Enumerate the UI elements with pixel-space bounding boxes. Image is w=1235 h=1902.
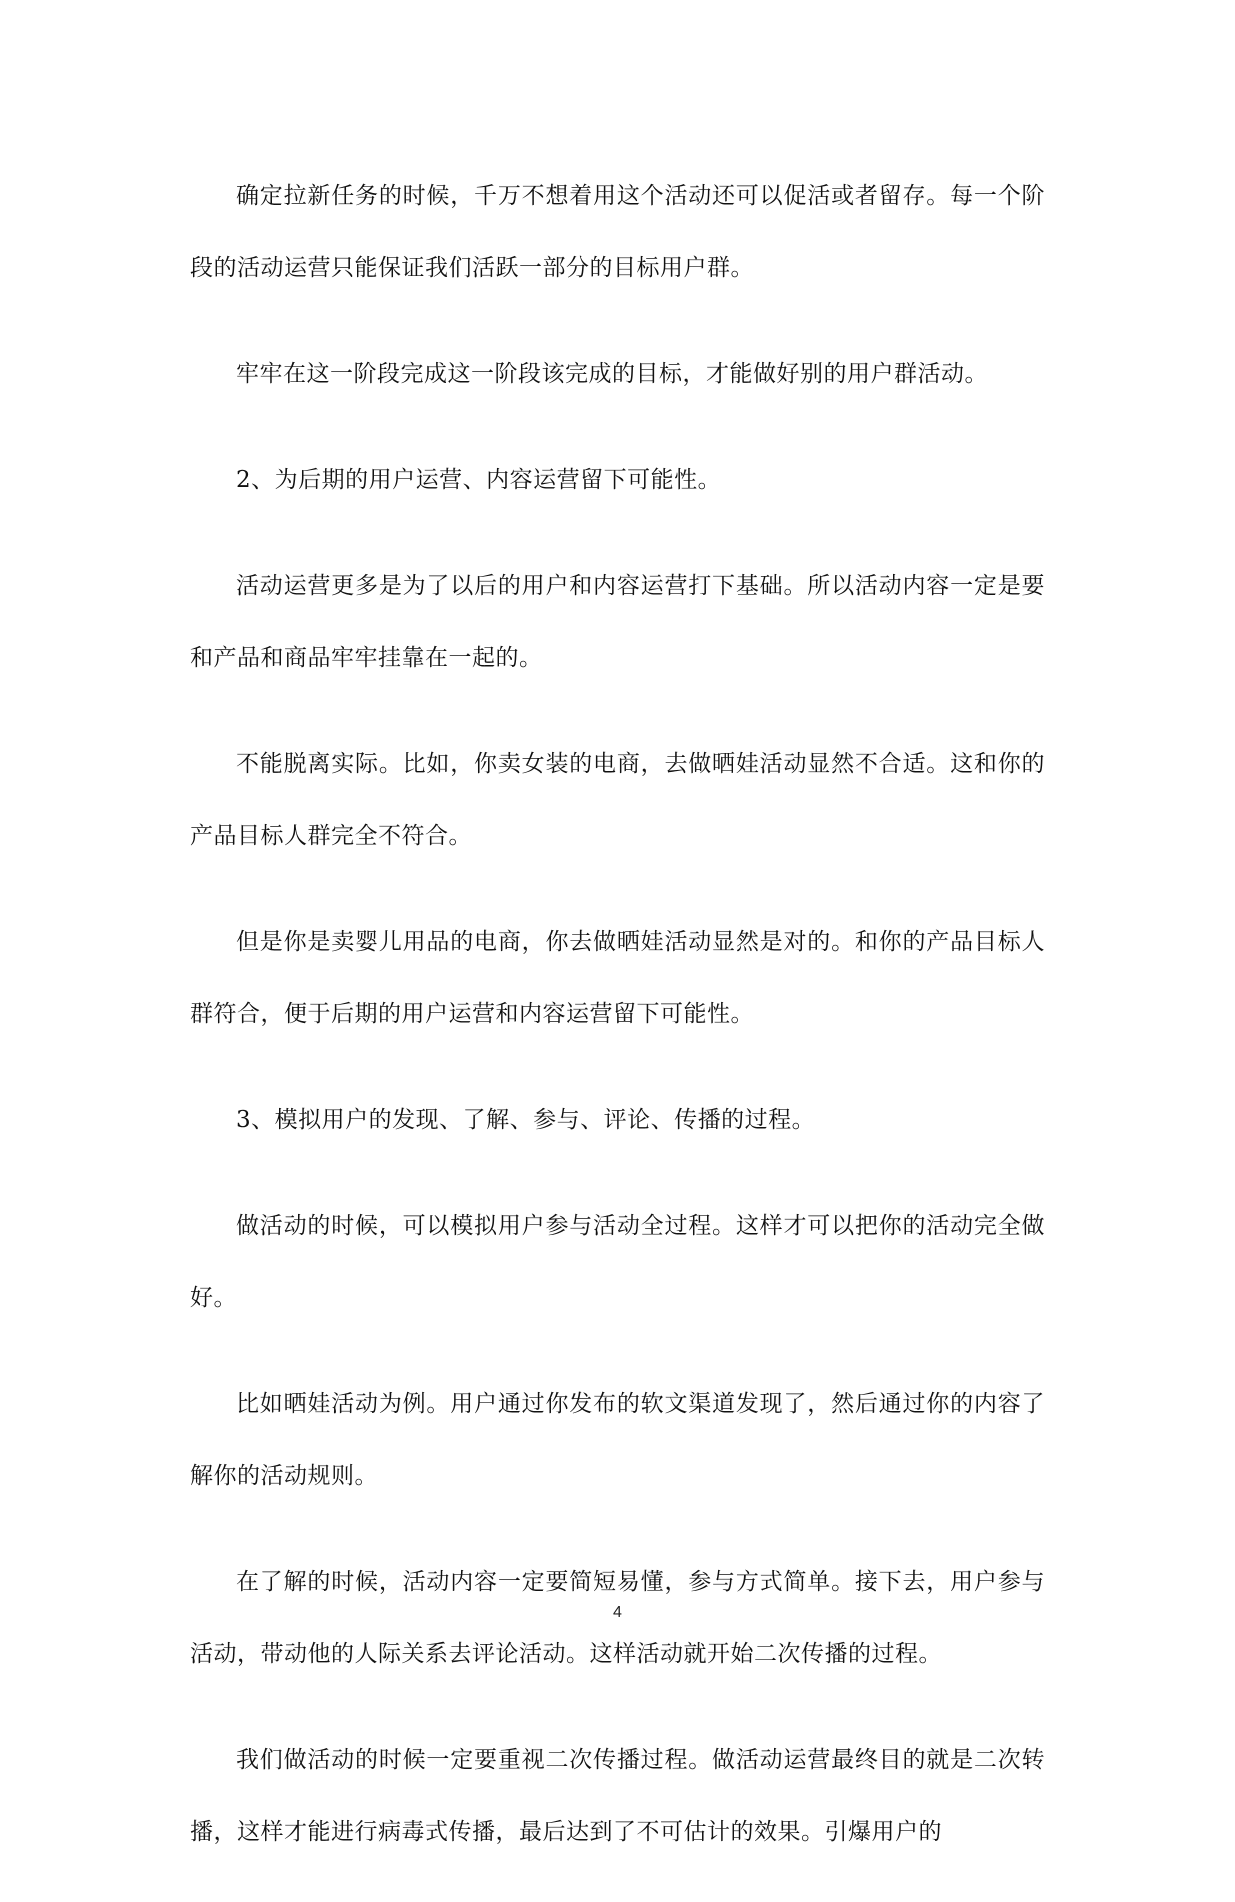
paragraph: 但是你是卖婴儿用品的电商，你去做晒娃活动显然是对的。和你的产品目标人群符合，便于后期的用户运营和内容运营留下可能性。: [190, 929, 1045, 1027]
paragraph: 确定拉新任务的时候，千万不想着用这个活动还可以促活或者留存。每一个阶段的活动运营只能保证我们活跃一部分的目标用户群。: [190, 183, 1045, 281]
paragraph: 我们做活动的时候一定要重视二次传播过程。做活动运营最终目的就是二次转播，这样才能进行病毒式传播，最后达到了不可估计的效果。引爆用户的: [190, 1747, 1045, 1845]
page-number: 4: [613, 1604, 622, 1621]
paragraph: 不能脱离实际。比如，你卖女装的电商，去做晒娃活动显然不合适。这和你的产品目标人群完全不符合。: [190, 751, 1045, 849]
paragraph: 活动运营更多是为了以后的用户和内容运营打下基础。所以活动内容一定是要和产品和商品牢牢挂靠在一起的。: [190, 573, 1045, 671]
paragraph-heading: 3、模拟用户的发现、了解、参与、评论、传播的过程。: [236, 1107, 816, 1133]
paragraph-heading: 2、为后期的用户运营、内容运营留下可能性。: [236, 467, 722, 493]
paragraph: 在了解的时候，活动内容一定要简短易懂，参与方式简单。接下去，用户参与活动，带动他的人际关系去评论活动。这样活动就开始二次传播的过程。: [190, 1569, 1045, 1667]
paragraph: 做活动的时候，可以模拟用户参与活动全过程。这样才可以把你的活动完全做好。: [190, 1213, 1045, 1311]
body-text: [190, 160, 1045, 1902]
paragraph: 牢牢在这一阶段完成这一阶段该完成的目标，才能做好别的用户群活动。: [236, 361, 988, 387]
paragraph: 比如晒娃活动为例。用户通过你发布的软文渠道发现了，然后通过你的内容了解你的活动规则。: [190, 1391, 1045, 1489]
